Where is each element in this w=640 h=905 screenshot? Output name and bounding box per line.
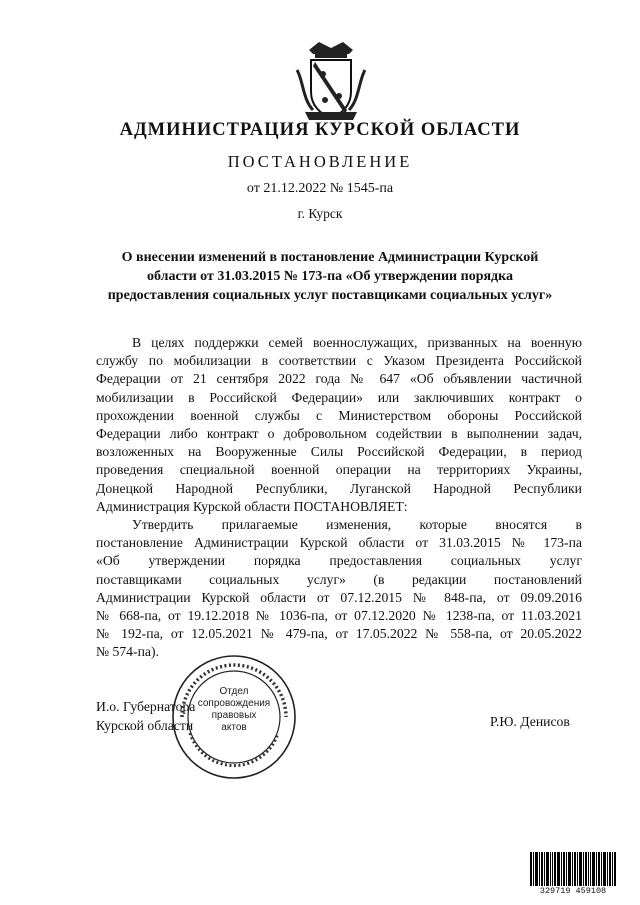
barcode-icon [530,852,616,886]
body-line: службу по мобилизации в соответствии с Указом Президента Российской [96,353,582,369]
stamp-line: актов [221,722,247,733]
document-city: г. Курск [297,206,343,221]
organization-title: АДМИНИСТРАЦИЯ КУРСКОЙ ОБЛАСТИ [119,120,521,140]
body-line: прохождении военной службы с Министерством обороны Российской [96,407,582,423]
barcode-number: 329719 459108 [539,886,607,896]
stamp-line: сопровождения [197,698,271,709]
body-line: Администрации Курской области от 07.12.2015 № 848-па, от 09.09.2016 [96,589,582,605]
stamp-line: Отдел [219,686,249,697]
subject-line: О внесении изменений в постановление Администрации Курской [121,250,539,265]
body-line: № 192-па, от 12.05.2021 № 479-па, от 17.05.2022 № 558-па, от 20.05.2022 [96,626,582,642]
body-line: проведения специальной военной операции на территориях Украины, [96,462,582,478]
signatory-name: Р.Ю. Денисов [490,714,570,729]
body-line: Федерации либо контракт о добровольном содействии в выполнении задач, [96,426,582,442]
stamp-text [194,686,274,734]
body-line: Донецкой Народной Республики, Луганской Народной Республики [96,480,582,496]
subject-line: предоставления социальных услуг поставщиками социальных услуг» [107,288,553,303]
subject-line: области от 31.03.2015 № 173-па «Об утверждении порядка [147,269,513,284]
body-line: Федерации от 21 сентября 2022 года № 647 «Об объявлении частичной [96,371,582,387]
body-line: возложенных на Вооруженные Силы Российской Федерации, в период [96,444,582,460]
body-line: № 668-па, от 19.12.2018 № 1036-па, от 07.12.2020 № 1238-па, от 11.03.2021 [96,608,582,624]
document-date-number: от 21.12.2022 № 1545-па [246,181,394,196]
document-subject [85,248,575,305]
body-line: «Об утверждении порядка предоставления социальных услуг [96,553,582,569]
kursk-coat-of-arms-icon [295,40,367,124]
body-line: мобилизации в Российской Федерации» или заключивших контракт о [96,389,582,405]
body-line: Утвердить прилагаемые изменения, которые вносятся в [132,517,582,533]
body-line: поставщиками социальных услуг» (в редакции постановлений [96,571,582,587]
body-line: № 574-па). [96,644,159,660]
document-body [96,334,582,662]
signatory-position-line: Курской области [96,717,194,733]
document-type: ПОСТАНОВЛЕНИЕ [227,152,413,171]
body-line: постановление Администрации Курской области от 31.03.2015 № 173-па [96,535,582,551]
body-line: В целях поддержки семей военнослужащих, призванных на военную [132,335,582,350]
stamp-line: правовых [211,710,257,721]
body-line: Администрация Курской области ПОСТАНОВЛЯЕТ: [96,498,408,514]
signatory-position-line: И.о. Губернатора [96,699,196,714]
